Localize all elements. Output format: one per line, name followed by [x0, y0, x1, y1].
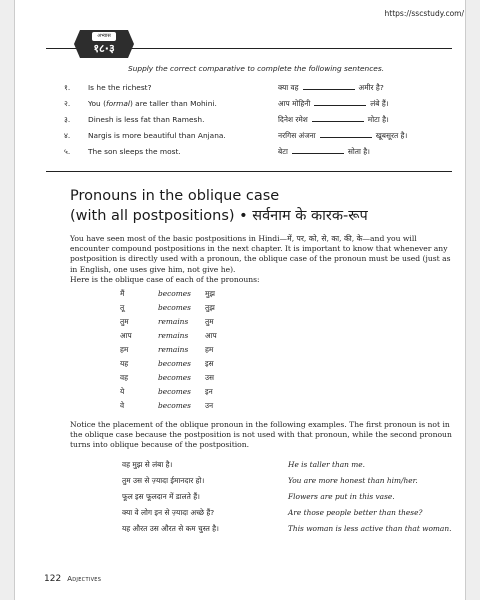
pronoun-relation: remains [158, 317, 189, 326]
example-english: You are more honest than him/her. [288, 476, 418, 485]
pronoun-direct: हम [120, 345, 129, 354]
section-heading-line2: (with all postpositions) • सर्वनाम के कारक-रूप [70, 208, 368, 224]
pronoun-oblique: आप [205, 331, 217, 340]
pronoun-oblique: उस [205, 373, 215, 382]
hindi-after: लंबे हैं। [370, 99, 389, 108]
answer-blank[interactable] [292, 146, 344, 154]
example-row [122, 522, 452, 536]
paragraph-text: Notice the placement of the oblique pronoun in the following examples. The first pronoun is not in the oblique case because the postposition is not used with that pronoun, while the second pronoun turns into oblique because of the postposition. [70, 420, 452, 450]
pronoun-relation: becomes [158, 373, 191, 382]
pronoun-relation: remains [158, 331, 189, 340]
pronoun-row [120, 358, 320, 370]
hindi-after: खूबसूरत है। [375, 131, 408, 140]
exercise-item [64, 98, 456, 110]
badge-number: १८·३ [93, 42, 115, 55]
hindi-after: मोटा है। [367, 115, 389, 124]
hindi-after: अमीर है? [358, 83, 384, 92]
item-number: २. [64, 99, 71, 108]
pronoun-relation: remains [158, 345, 189, 354]
item-english: Is he the richest? [88, 83, 152, 92]
paragraph-text: You have seen most of the basic postpositions in Hindi—में, पर, को, से, का, की, के—and you will encounter compound postpositions in the next chapter. It is important to know that whenever any postposition is directly used with a pronoun, the oblique case of the pronoun must be used (just as in English, one uses give him, not give he). [70, 234, 451, 274]
pronoun-oblique: इस [205, 359, 214, 368]
pronoun-direct: तू [120, 303, 125, 312]
pronoun-direct: तुम [120, 317, 129, 326]
example-english: Are those people better than these? [288, 508, 423, 517]
pronoun-direct: वह [120, 373, 129, 382]
pronoun-direct: मैं [120, 289, 125, 298]
exercise-item [64, 82, 456, 94]
exercise-item [64, 130, 456, 142]
pronoun-row [120, 372, 320, 384]
pronoun-relation: becomes [158, 303, 191, 312]
exercise-item [64, 114, 456, 126]
pronoun-row [120, 330, 320, 342]
example-hindi: यह औरत उस औरत से कम चुस्त है। [122, 524, 219, 533]
item-hindi [278, 114, 389, 126]
pronoun-relation: becomes [158, 387, 191, 396]
hindi-before: क्या वह [278, 83, 299, 92]
pronoun-oblique: तुझ [205, 303, 215, 312]
pronoun-row [120, 400, 320, 412]
answer-blank[interactable] [312, 114, 364, 122]
pronoun-direct: यह [120, 359, 129, 368]
answer-blank[interactable] [303, 82, 355, 90]
exercise-item [64, 146, 456, 158]
answer-blank[interactable] [314, 98, 366, 106]
item-english: Dinesh is less fat than Ramesh. [88, 115, 205, 124]
item-hindi [278, 130, 407, 142]
pronoun-oblique: मुझ [205, 289, 216, 298]
pronoun-row [120, 302, 320, 314]
item-english: Nargis is more beautiful than Anjana. [88, 131, 226, 140]
item-number: ४. [64, 131, 71, 140]
intro-paragraph [70, 234, 458, 285]
example-english: Flowers are put in this vase. [288, 492, 395, 501]
example-row [122, 474, 452, 488]
pronoun-direct: ये [120, 387, 125, 396]
pronoun-row [120, 316, 320, 328]
example-hindi: क्या वे लोग इन से ज़्यादा अच्छे हैं? [122, 508, 215, 517]
pronoun-row [120, 288, 320, 300]
item-number: ३. [64, 115, 71, 124]
paragraph-text: Here is the oblique case of each of the pronouns: [70, 274, 260, 284]
source-url[interactable]: https://sscstudy.com/ [384, 9, 464, 18]
page-footer [44, 574, 101, 584]
example-hindi: फूल इस फूलदान में डालते हैं। [122, 492, 200, 501]
pronoun-oblique: तुम [205, 317, 214, 326]
pronoun-oblique: इन [205, 387, 213, 396]
pronoun-relation: becomes [158, 401, 191, 410]
example-row [122, 506, 452, 520]
example-english: He is taller than me. [288, 460, 366, 469]
page-number: 122 [44, 574, 62, 584]
example-hindi: वह मुझ से लंबा है। [122, 460, 173, 469]
example-row [122, 490, 452, 504]
badge-word: अभ्यास [92, 32, 116, 41]
pronoun-row [120, 344, 320, 356]
item-hindi [278, 82, 384, 94]
hindi-before: दिनेश रमेश [278, 115, 308, 124]
examples-intro-paragraph [70, 420, 458, 451]
item-english: You (formal) are taller than Mohini. [88, 99, 217, 108]
chapter-label: Adjectives [67, 575, 102, 583]
pronoun-oblique: हम [205, 345, 214, 354]
pronoun-relation: becomes [158, 359, 191, 368]
item-hindi [278, 146, 370, 158]
example-hindi: तुम उस से ज़्यादा ईमानदार हो। [122, 476, 205, 485]
pronoun-direct: वे [120, 401, 125, 410]
pronoun-direct: आप [120, 331, 132, 340]
example-row [122, 458, 452, 472]
example-english: This woman is less active than that woman. [288, 524, 452, 533]
pronoun-relation: becomes [158, 289, 191, 298]
exercise-instruction: Supply the correct comparative to complete the following sentences. [128, 64, 385, 73]
item-number: १. [64, 83, 71, 92]
hindi-after: सोता है। [347, 147, 370, 156]
answer-blank[interactable] [320, 130, 372, 138]
hindi-before: आप मोहिनी [278, 99, 311, 108]
item-hindi [278, 98, 389, 110]
item-english: The son sleeps the most. [88, 147, 181, 156]
hindi-before: नरगिस अंजना [278, 131, 316, 140]
pronoun-row [120, 386, 320, 398]
pronoun-oblique: उन [205, 401, 214, 410]
section-heading-line1: Pronouns in the oblique case [70, 188, 280, 204]
hindi-before: बेटा [278, 147, 288, 156]
item-number: ५. [64, 147, 71, 156]
exercise-badge [74, 30, 134, 58]
